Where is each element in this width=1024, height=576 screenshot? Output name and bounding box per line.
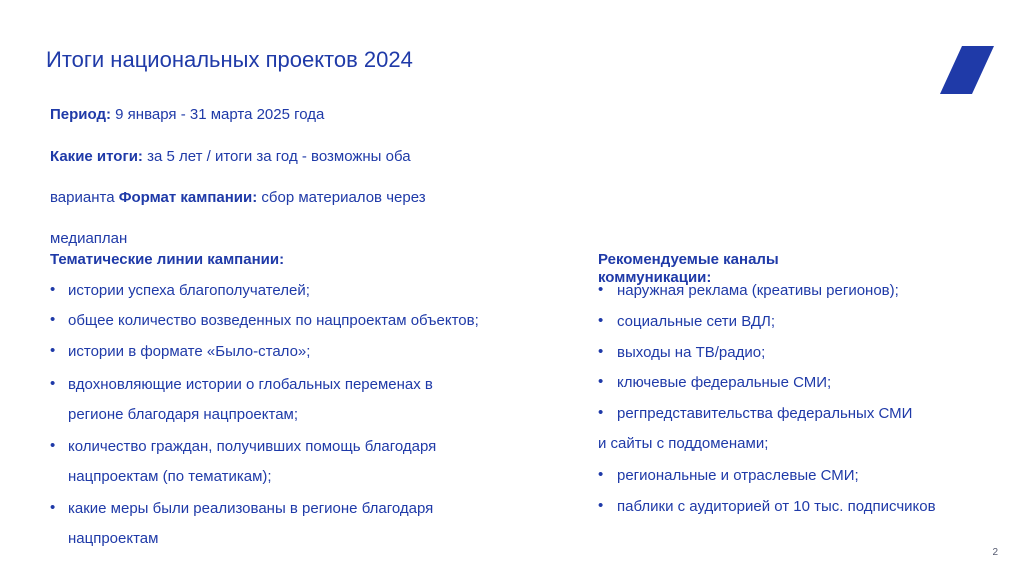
bullet-icon: •: [598, 312, 604, 329]
theme-item: общее количество возведенных по нацпроектам объектов;: [68, 312, 479, 329]
bullet-icon: •: [50, 342, 56, 359]
page-title: Итоги национальных проектов 2024: [46, 47, 413, 72]
format-value-continued: медиаплан: [50, 230, 128, 247]
results-line: [50, 148, 411, 165]
period-value: 9 января - 31 марта 2025 года: [115, 106, 325, 123]
bullet-icon: •: [598, 404, 604, 421]
theme-item: какие меры были реализованы в регионе благодаря: [68, 500, 434, 517]
bullet-icon: •: [50, 375, 56, 392]
period-line: [50, 106, 324, 123]
bullet-icon: •: [50, 281, 56, 298]
theme-item: вдохновляющие истории о глобальных переменах в: [68, 376, 433, 393]
bullet-icon: •: [50, 311, 56, 328]
theme-item-continued: регионе благодаря нацпроектам;: [68, 406, 299, 423]
bullet-icon: •: [50, 499, 56, 516]
theme-item-continued: нацпроектам: [68, 530, 159, 547]
format-value: сбор материалов через: [261, 189, 426, 206]
results-value: за 5 лет / итоги за год - возможны оба: [147, 148, 411, 165]
channel-item: паблики с аудиторией от 10 тыс. подписчиков: [617, 498, 936, 515]
theme-item-continued: нацпроектам (по тематикам);: [68, 468, 272, 485]
format-line-continued: [50, 230, 127, 247]
theme-item: количество граждан, получивших помощь благодаря: [68, 438, 437, 455]
channel-item: региональные и отраслевые СМИ;: [617, 467, 859, 484]
brand-logo-slash: [940, 44, 994, 98]
format-label: Формат кампании:: [118, 189, 258, 206]
channel-item: выходы на ТВ/радио;: [617, 344, 766, 361]
results-label: Какие итоги:: [50, 148, 143, 165]
channel-item-continued: и сайты с поддоменами;: [598, 435, 769, 452]
bullet-icon: •: [598, 466, 604, 483]
themes-heading: Тематические линии кампании:: [50, 251, 285, 268]
channels-heading-line: Рекомендуемые каналы: [598, 251, 779, 268]
theme-item: истории успеха благополучателей;: [68, 282, 310, 299]
channels-heading-line: коммуникации:: [598, 269, 712, 286]
channel-item: регпредставительства федеральных СМИ: [617, 405, 913, 422]
period-label: Период:: [50, 106, 111, 123]
bullet-icon: •: [50, 437, 56, 454]
bullet-icon: •: [598, 373, 604, 390]
theme-item: истории в формате «Было-стало»;: [68, 343, 311, 360]
results-value-continued: варианта: [50, 189, 115, 206]
channel-item: ключевые федеральные СМИ;: [617, 374, 832, 391]
page-number: 2: [992, 547, 998, 558]
channel-item: наружная реклама (креативы регионов);: [617, 282, 899, 299]
bullet-icon: •: [598, 281, 604, 298]
bullet-icon: •: [598, 497, 604, 514]
channel-item: социальные сети ВДЛ;: [617, 313, 776, 330]
bullet-icon: •: [598, 343, 604, 360]
format-line: [50, 189, 426, 206]
